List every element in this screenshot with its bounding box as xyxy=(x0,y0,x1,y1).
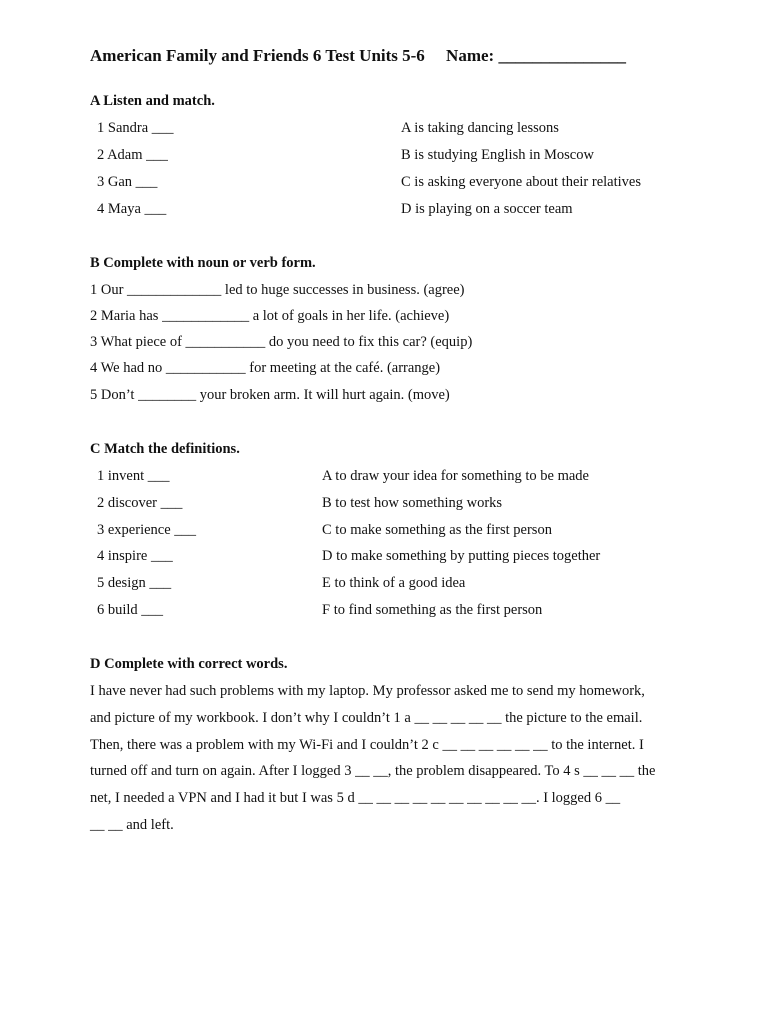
section-b-sentence: 4 We had no ___________ for meeting at the café. (arrange) xyxy=(90,360,441,376)
section-d-paragraph-line: Then, there was a problem with my Wi-Fi and I couldn’t 2 c __ __ __ __ __ __ to the internet. I xyxy=(90,737,644,753)
section-a-item: 4 Maya ___ xyxy=(97,201,167,217)
section-c-definition: A to draw your idea for something to be made xyxy=(322,468,589,484)
page-title: American Family and Friends 6 Test Units 5-6 Name: _______________ xyxy=(90,46,626,65)
section-d-paragraph-line: net, I needed a VPN and I had it but I was 5 d __ __ __ __ __ __ __ __ __ __. I logged 6 __ xyxy=(90,790,621,806)
section-a-option: A is taking dancing lessons xyxy=(401,120,559,136)
section-c-word: 4 inspire ___ xyxy=(97,548,173,564)
section-a-item: 3 Gan ___ xyxy=(97,174,158,190)
section-a-item: 2 Adam ___ xyxy=(97,147,168,163)
section-c-definition: B to test how something works xyxy=(322,495,503,511)
section-b-heading: B Complete with noun or verb form. xyxy=(90,255,316,271)
section-d-paragraph-line: and picture of my workbook. I don’t why I couldn’t 1 a __ __ __ __ __ the picture to the email. xyxy=(90,710,643,726)
section-c-definition: C to make something as the first person xyxy=(322,522,552,538)
section-d-paragraph-line: __ __ and left. xyxy=(90,817,174,833)
section-b-sentence: 1 Our _____________ led to huge successes in business. (agree) xyxy=(90,282,465,298)
section-c-word: 6 build ___ xyxy=(97,602,164,618)
section-d-paragraph-line: I have never had such problems with my laptop. My professor asked me to send my homework, xyxy=(90,683,645,699)
section-d-heading: D Complete with correct words. xyxy=(90,656,288,672)
section-c-word: 3 experience ___ xyxy=(97,522,197,538)
section-c-definition: F to find something as the first person xyxy=(322,602,543,618)
section-a-option: B is studying English in Moscow xyxy=(401,147,594,163)
section-c-word: 2 discover ___ xyxy=(97,495,183,511)
section-b-sentence: 2 Maria has ____________ a lot of goals in her life. (achieve) xyxy=(90,308,450,324)
section-a-option: D is playing on a soccer team xyxy=(401,201,573,217)
section-c-heading: C Match the definitions. xyxy=(90,441,240,457)
section-a-item: 1 Sandra ___ xyxy=(97,120,174,136)
section-a-heading: A Listen and match. xyxy=(90,93,215,109)
section-b-sentence: 5 Don’t ________ your broken arm. It will hurt again. (move) xyxy=(90,387,450,403)
section-c-definition: E to think of a good idea xyxy=(322,575,466,591)
section-d-paragraph-line: turned off and turn on again. After I logged 3 __ __, the problem disappeared. To 4 s __ __ __ the xyxy=(90,763,656,779)
section-b-sentence: 3 What piece of ___________ do you need to fix this car? (equip) xyxy=(90,334,473,350)
section-c-word: 5 design ___ xyxy=(97,575,172,591)
section-a-option: C is asking everyone about their relatives xyxy=(401,174,641,190)
section-c-definition: D to make something by putting pieces together xyxy=(322,548,601,564)
section-c-word: 1 invent ___ xyxy=(97,468,170,484)
